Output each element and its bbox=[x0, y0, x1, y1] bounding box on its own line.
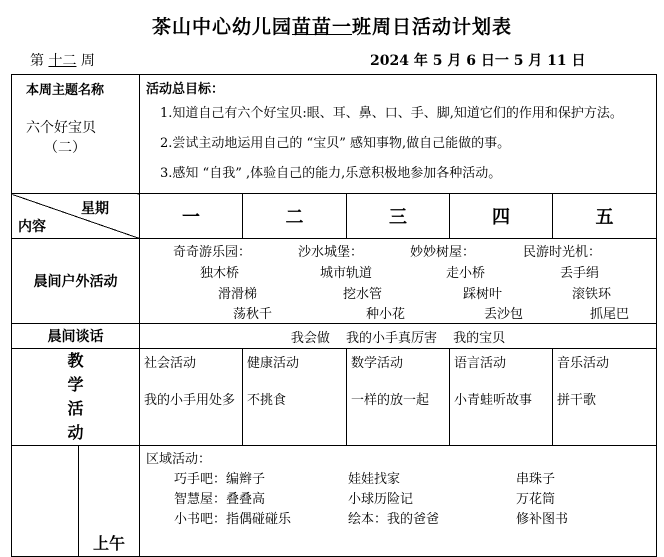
week-prefix: 第 bbox=[30, 53, 44, 69]
title-class: 苗苗一 bbox=[291, 16, 352, 38]
title-suffix: 班周日活动计划表 bbox=[352, 16, 513, 38]
teaching-activity-friday bbox=[553, 349, 657, 446]
activity-kind: 音乐活动 bbox=[557, 356, 610, 371]
area-item: 绘本：我的爸爸 bbox=[348, 512, 440, 527]
day-wednesday: 三 bbox=[347, 194, 450, 239]
teaching-activity-tuesday bbox=[243, 349, 347, 446]
area-item: 小球历险记 bbox=[348, 492, 414, 507]
weekday-header-label: 星期 bbox=[81, 201, 110, 217]
teaching-activity-thursday bbox=[450, 349, 553, 446]
area-item: 智慧屋：叠叠高 bbox=[174, 492, 266, 507]
weekly-plan-table bbox=[11, 74, 657, 557]
area-title: 区域活动： bbox=[146, 452, 212, 467]
morning-outer-cell bbox=[12, 446, 79, 557]
talk-topic: 我会做 bbox=[290, 330, 330, 346]
teaching-label-char: 学 bbox=[67, 375, 84, 394]
area-item: 串珠子 bbox=[516, 472, 556, 487]
activity-kind: 数学活动 bbox=[351, 356, 404, 371]
area-item: 修补图书 bbox=[516, 512, 569, 527]
outdoor-activity: 独木桥 bbox=[200, 266, 240, 281]
activity-kind: 社会活动 bbox=[144, 356, 197, 371]
outdoor-activity: 滚铁环 bbox=[572, 287, 612, 302]
activity-title: 小青蛙听故事 bbox=[454, 393, 533, 408]
theme-label: 本周主题名称 bbox=[26, 83, 105, 98]
teaching-activity-wednesday bbox=[347, 349, 450, 446]
week-suffix: 周 bbox=[80, 53, 95, 69]
outdoor-activity: 种小花 bbox=[366, 307, 406, 322]
outdoor-activity: 丢沙包 bbox=[484, 307, 524, 322]
outdoor-activity: 丢手绢 bbox=[560, 266, 600, 281]
activity-title: 我的小手用处多 bbox=[144, 393, 236, 408]
teaching-activity-monday bbox=[140, 349, 243, 446]
theme-name bbox=[26, 118, 139, 158]
morning-label: 上午 bbox=[79, 446, 140, 557]
theme-name-line1: 六个好宝贝 bbox=[26, 120, 96, 136]
theme-cell bbox=[12, 75, 140, 194]
teaching-label-char: 动 bbox=[67, 423, 84, 442]
activity-title: 一样的放一起 bbox=[351, 393, 430, 408]
morning-row bbox=[12, 446, 657, 557]
outdoor-activity: 城市轨道 bbox=[320, 266, 373, 281]
page-title bbox=[0, 12, 664, 39]
area-item: 娃娃找家 bbox=[348, 472, 401, 487]
day-friday: 五 bbox=[553, 194, 657, 239]
area-item: 巧手吧：编辫子 bbox=[174, 472, 266, 487]
day-thursday: 四 bbox=[450, 194, 553, 239]
talk-topic: 我的宝贝 bbox=[453, 330, 506, 346]
goal-item: 3.感知 “自我” ,体验自己的能力,乐意积极地参加各种活动。 bbox=[160, 166, 502, 181]
talk-row bbox=[12, 324, 657, 349]
outdoor-label: 晨间户外活动 bbox=[12, 239, 140, 324]
talk-cell bbox=[140, 324, 657, 349]
teaching-row bbox=[12, 349, 657, 446]
outdoor-area: 沙水城堡： bbox=[298, 245, 364, 260]
area-activities-cell bbox=[140, 446, 657, 557]
outdoor-activity: 挖水管 bbox=[343, 287, 383, 302]
teaching-label bbox=[12, 349, 140, 446]
outdoor-activity: 滑滑梯 bbox=[218, 287, 258, 302]
title-school: 茶山中心幼儿园 bbox=[151, 16, 292, 38]
outdoor-activity: 抓尾巴 bbox=[590, 307, 630, 322]
goals-title: 活动总目标： bbox=[146, 82, 225, 97]
goal-item: 1.知道自己有六个好宝贝:眼、耳、鼻、口、手、脚,知道它们的作用和保护方法。 bbox=[160, 106, 623, 121]
goals-cell bbox=[140, 75, 657, 194]
area-item: 万花筒 bbox=[516, 492, 556, 507]
teaching-label-char: 教 bbox=[67, 351, 84, 370]
date-range: 2024 年 5 月 6 日一 5 月 11 日 bbox=[370, 53, 586, 69]
weekday-diagonal-header bbox=[12, 194, 140, 239]
theme-row bbox=[12, 75, 657, 194]
outdoor-activity: 荡秋千 bbox=[233, 307, 273, 322]
activity-kind: 语言活动 bbox=[454, 356, 507, 371]
outdoor-activity: 踩树叶 bbox=[463, 287, 503, 302]
activity-kind: 健康活动 bbox=[247, 356, 300, 371]
outdoor-area: 民游时光机： bbox=[523, 245, 602, 260]
talk-label: 晨间谈话 bbox=[12, 324, 140, 349]
talk-topic: 我的小手真厉害 bbox=[346, 330, 438, 346]
teaching-label-char: 活 bbox=[67, 399, 84, 418]
weekday-header-row bbox=[12, 194, 657, 239]
week-number bbox=[30, 50, 95, 70]
outdoor-row bbox=[12, 239, 657, 324]
day-tuesday: 二 bbox=[243, 194, 347, 239]
outdoor-area: 妙妙树屋： bbox=[410, 245, 476, 260]
activity-title: 拼干歌 bbox=[557, 393, 597, 408]
week-value: 十二 bbox=[48, 53, 77, 69]
theme-name-line2: （二） bbox=[44, 140, 86, 156]
area-item: 小书吧：指偶碰碰乐 bbox=[174, 512, 292, 527]
outdoor-area: 奇奇游乐园： bbox=[173, 245, 252, 260]
goal-item: 2.尝试主动地运用自己的 “宝贝” 感知事物,做自己能做的事。 bbox=[160, 136, 511, 151]
day-monday: 一 bbox=[140, 194, 243, 239]
activity-title: 不挑食 bbox=[247, 393, 287, 408]
outdoor-cell bbox=[140, 239, 657, 324]
content-header-label: 内容 bbox=[18, 219, 46, 235]
outdoor-activity: 走小桥 bbox=[446, 266, 486, 281]
